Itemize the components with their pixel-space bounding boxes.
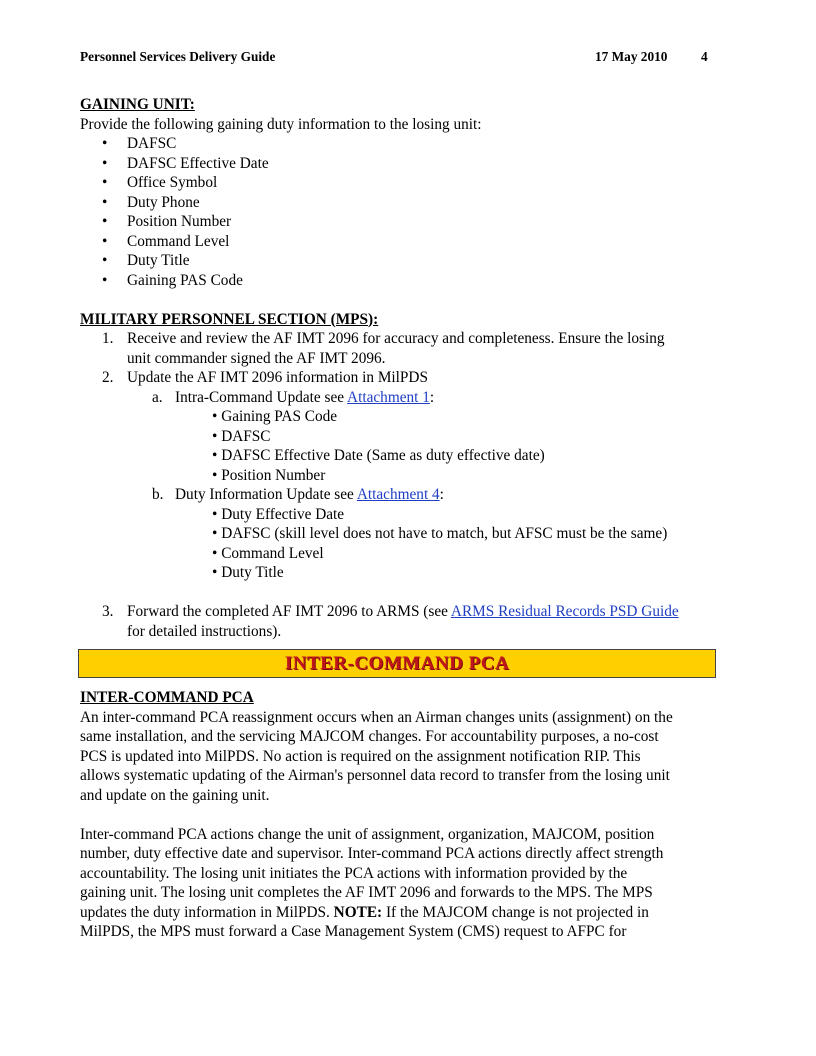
gaining-unit-list: [80, 134, 720, 290]
list-item: • Office Symbol: [80, 173, 720, 193]
list-item: • DAFSC Effective Date: [80, 154, 720, 174]
list-item-text: Gaining PAS Code: [221, 408, 338, 425]
arms-psd-guide-link[interactable]: ARMS Residual Records PSD Guide: [450, 603, 679, 620]
list-item-text: DAFSC: [221, 427, 271, 445]
paragraph-line: An inter-command PCA reassignment occurs when an Airman changes units (assignment) on the: [80, 708, 673, 726]
document-date: 17 May 2010: [595, 49, 668, 64]
paragraph: [80, 708, 720, 806]
step-text: for detailed instructions).: [127, 622, 282, 640]
step-number: 2.: [102, 369, 114, 386]
substep-letter: a.: [152, 388, 163, 406]
paragraph: [80, 825, 720, 942]
substep-letter: b.: [152, 486, 164, 503]
list-item: • Command Level: [212, 544, 324, 562]
paragraph-line: gaining unit. The losing unit completes the AF IMT 2096 and forwards to the MPS. The MPS: [80, 884, 653, 901]
page-number: 4: [701, 49, 708, 64]
attachment-1-link[interactable]: Attachment 1: [347, 388, 430, 406]
substep-text: Intra-Command Update see: [175, 388, 348, 406]
list-item: • DAFSC (skill level does not have to match, but AFSC must be the same): [212, 525, 668, 542]
list-item-text: DAFSC (skill level does not have to match, but AFSC must be the same): [221, 525, 668, 542]
step-text: Forward the completed AF IMT 2096 to ARMS (see: [127, 603, 451, 620]
document-title: Personnel Services Delivery Guide: [80, 49, 276, 64]
list-item: • Duty Title: [212, 564, 284, 581]
inter-command-heading: INTER-COMMAND PCA: [80, 689, 254, 706]
list-item-text: Duty Title: [221, 564, 284, 581]
paragraph-line: [80, 903, 720, 923]
mps-substep-a: [80, 388, 720, 408]
paragraph-line: allows systematic updating of the Airman's personnel data record to transfer from the losing unit: [80, 767, 670, 784]
substep-text: Duty Information Update see: [175, 486, 357, 503]
step-text: Receive and review the AF IMT 2096 for accuracy and completeness. Ensure the losing: [127, 330, 665, 347]
list-item: • Duty Title: [80, 251, 720, 271]
list-item: • DAFSC: [80, 134, 720, 154]
list-item: • Position Number: [212, 466, 326, 484]
mps-step-2: [80, 368, 720, 388]
list-item-text: DAFSC Effective Date (Same as duty effective date): [221, 447, 545, 464]
paragraph-line: number, duty effective date and supervisor. Inter-command PCA actions directly affect strength: [80, 845, 664, 862]
step-text: Update the AF IMT 2096 information in MilPDS: [127, 369, 428, 386]
list-item: • Gaining PAS Code: [212, 408, 338, 425]
banner-title: INTER-COMMAND PCA: [284, 652, 510, 674]
step-number: 1.: [102, 330, 114, 347]
list-item: • Position Number: [80, 212, 720, 232]
mps-step-1: [80, 329, 720, 368]
list-item-text: Command Level: [221, 544, 324, 562]
note-label: NOTE:: [333, 903, 383, 921]
section-banner: [78, 649, 716, 678]
mps-step-3: [80, 602, 720, 641]
paragraph-line: and update on the gaining unit.: [80, 786, 270, 804]
list-item: • Gaining PAS Code: [80, 271, 720, 291]
attachment-4-link[interactable]: Attachment 4: [356, 486, 440, 503]
paragraph-text: updates the duty information in MilPDS.: [80, 903, 334, 921]
document-body: [80, 95, 720, 942]
list-item: • Duty Effective Date: [212, 505, 345, 523]
step-number: 3.: [102, 603, 114, 620]
paragraph-line: accountability. The losing unit initiates the PCA actions with information provided by the: [80, 864, 628, 882]
substep-colon: :: [439, 486, 444, 503]
paragraph-line: MilPDS, the MPS must forward a Case Management System (CMS) request to AFPC for: [80, 923, 627, 940]
mps-substep-b: [80, 485, 720, 505]
substep-colon: :: [429, 388, 435, 406]
step-text: unit commander signed the AF IMT 2096.: [127, 349, 386, 367]
paragraph-text: If the MAJCOM change is not projected in: [382, 903, 649, 921]
list-item: • DAFSC Effective Date (Same as duty effective date): [212, 447, 545, 464]
list-item-text: Duty Effective Date: [221, 505, 345, 523]
list-item: • Command Level: [80, 232, 720, 252]
paragraph-line: PCS is updated into MilPDS. No action is required on the assignment notification RIP. This: [80, 747, 641, 765]
mps-heading: MILITARY PERSONNEL SECTION (MPS):: [80, 310, 379, 328]
list-item: • DAFSC: [212, 427, 271, 445]
gaining-unit-heading: GAINING UNIT:: [80, 96, 195, 113]
list-item-text: Position Number: [221, 466, 326, 484]
gaining-unit-intro: Provide the following gaining duty information to the losing unit:: [80, 115, 482, 133]
paragraph-line: Inter-command PCA actions change the unit of assignment, organization, MAJCOM, position: [80, 825, 655, 843]
paragraph-line: same installation, and the servicing MAJCOM changes. For accountability purposes, a no-cost: [80, 728, 659, 745]
list-item: • Duty Phone: [80, 193, 720, 213]
